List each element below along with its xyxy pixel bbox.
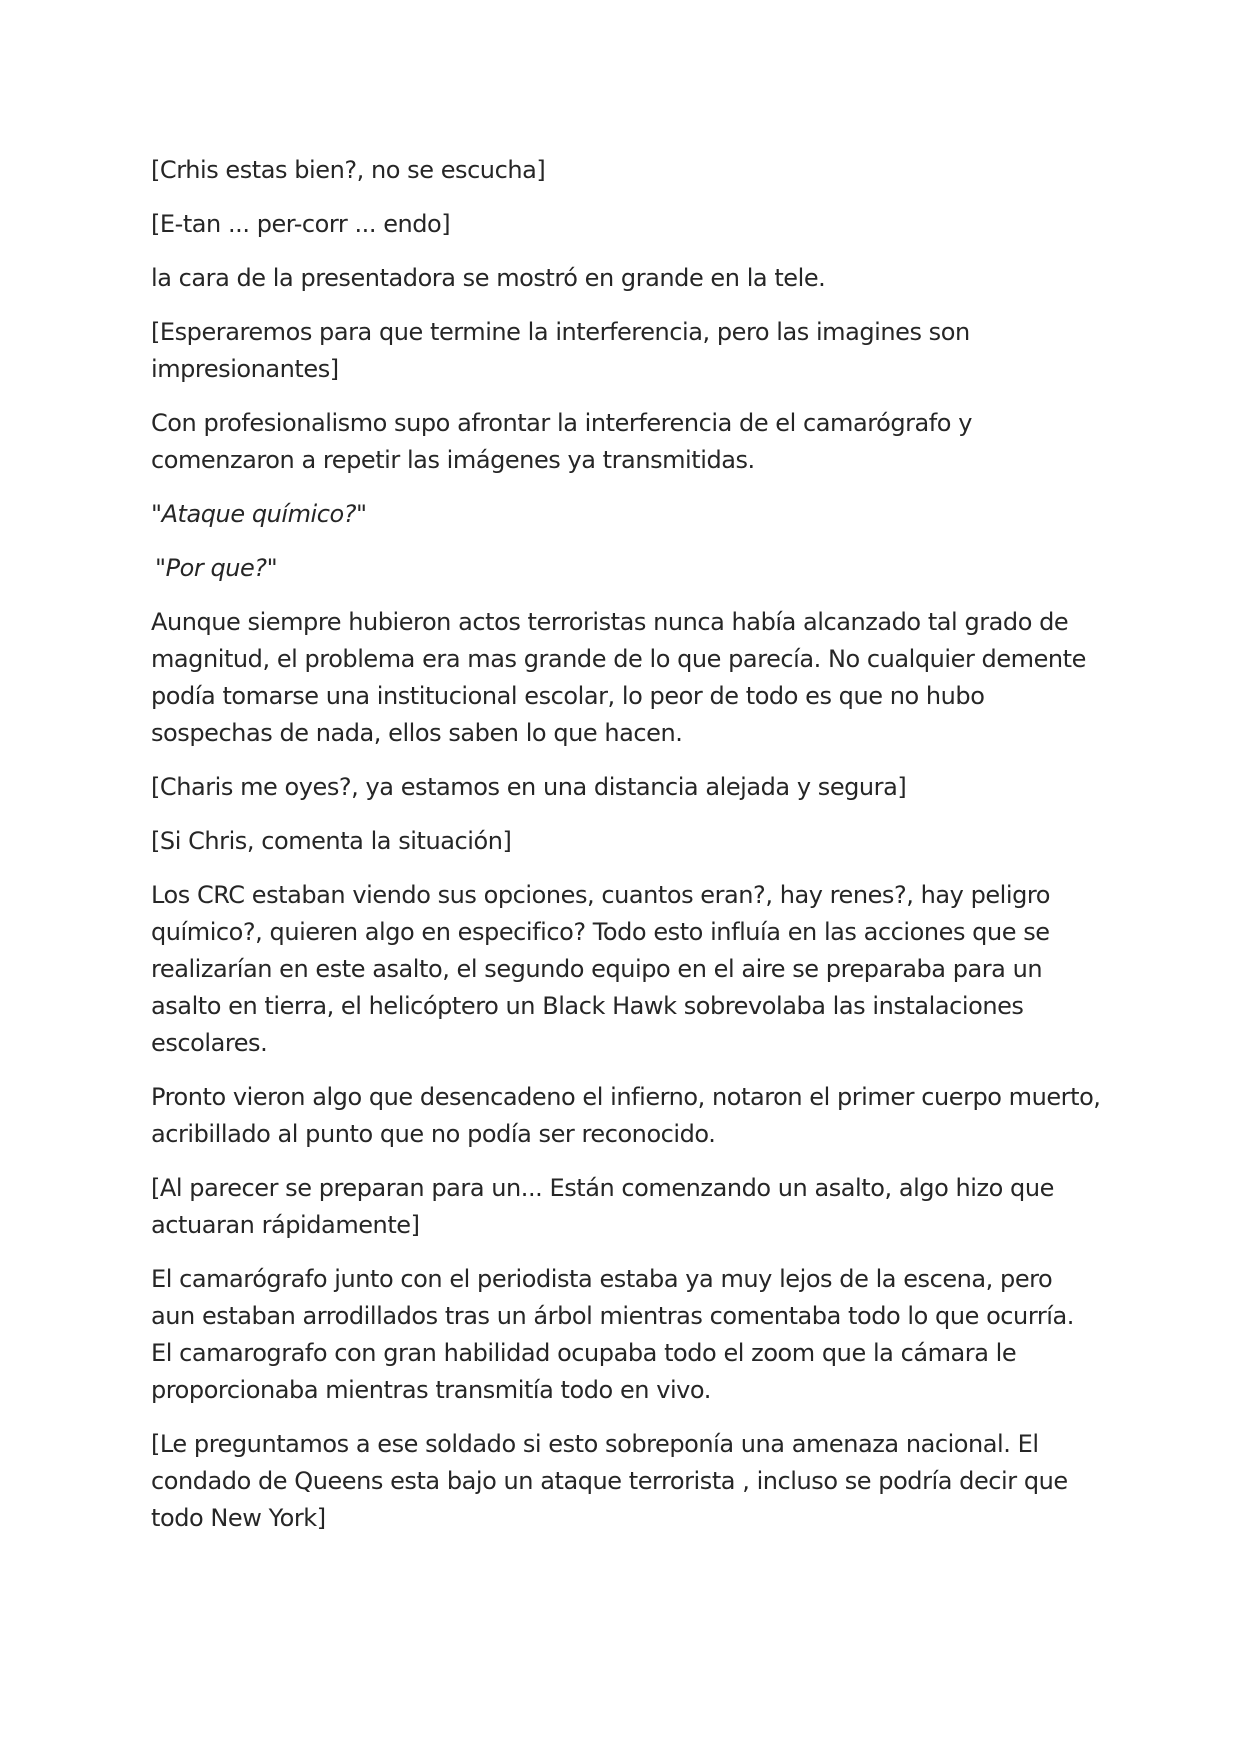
paragraph-dialogue: [Le preguntamos a ese soldado si esto sobreponía una amenaza nacional. El condado de Queens esta bajo un ataque terrorista , incluso se podría decir que todo New York] [151, 1430, 1068, 1532]
paragraph-narration: Los CRC estaban viendo sus opciones, cuantos eran?, hay renes?, hay peligro químico?, quieren algo en especifico? Todo esto influía en las acciones que se realizarían en este asalto, el segundo equipo en el aire se preparaba para un asalto en tierra, el helicóptero un Black Hawk sobrevolaba las instalaciones escolares. [151, 881, 1051, 1057]
paragraph-narration: El camarógrafo junto con el periodista estaba ya muy lejos de la escena, pero aun estaban arrodillados tras un árbol mientras comentaba todo lo que ocurría. El camarografo con gran habilidad ocupaba todo el zoom que la cámara le proporcionaba mientras transmitía todo en vivo. [151, 1265, 1074, 1404]
paragraph-dialogue: [Charis me oyes?, ya estamos en una distancia alejada y segura] [151, 773, 907, 801]
paragraph-dialogue: [Esperaremos para que termine la interferencia, pero las imagines son impresionantes] [151, 318, 970, 383]
paragraph-dialogue: [Crhis estas bien?, no se escucha] [151, 156, 546, 184]
paragraph-narration: Aunque siempre hubieron actos terroristas nunca había alcanzado tal grado de magnitud, el problema era mas grande de lo que parecía. No cualquier demente podía tomarse una institucional escolar, lo peor de todo es que no hubo sospechas de nada, ellos saben lo que hacen. [151, 608, 1086, 747]
document-body [151, 152, 1101, 1554]
paragraph-thought: "Ataque químico?" [151, 500, 367, 528]
paragraph-narration: la cara de la presentadora se mostró en grande en la tele. [151, 264, 826, 292]
paragraph-thought: "Por que?" [155, 554, 278, 582]
paragraph-dialogue: [Si Chris, comenta la situación] [151, 827, 512, 855]
paragraph-dialogue: [Al parecer se preparan para un... Están comenzando un asalto, algo hizo que actuaran rápidamente] [151, 1174, 1054, 1239]
paragraph-narration: Pronto vieron algo que desencadeno el infierno, notaron el primer cuerpo muerto, acribillado al punto que no podía ser reconocido. [151, 1083, 1101, 1148]
paragraph-narration: Con profesionalismo supo afrontar la interferencia de el camarógrafo y comenzaron a repetir las imágenes ya transmitidas. [151, 409, 972, 474]
paragraph-dialogue: [E-tan ... per-corr ... endo] [151, 210, 451, 238]
